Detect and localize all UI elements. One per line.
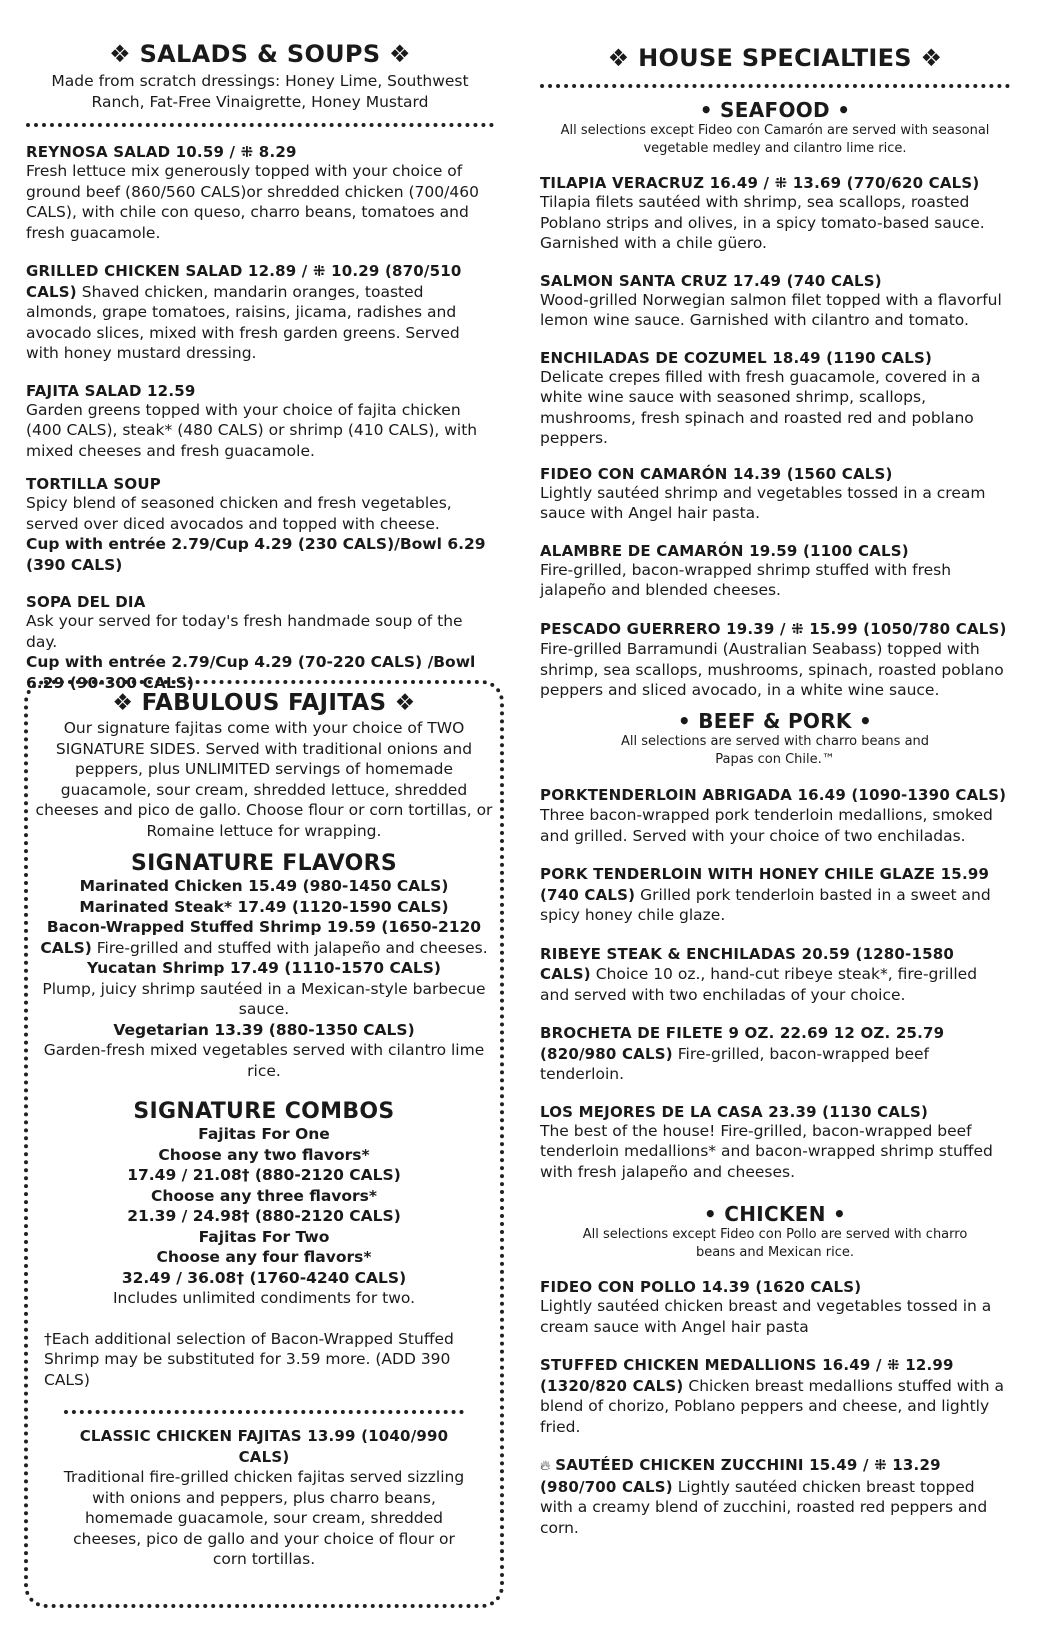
- item-desc: Fire-grilled Barramundi (Australian Seabass) topped with shrimp, sea scallops, mushrooms, spinach, roasted poblano peppers and sliced avocado, in a white wine sauce.: [540, 640, 1004, 699]
- item-name: REYNOSA SALAD 10.59 / ⁜ 8.29: [26, 143, 297, 161]
- item-name: PESCADO GUERRERO 19.39 / ⁜ 15.99 (1050/780 CALS): [540, 619, 1007, 638]
- menu-item: [26, 261, 494, 364]
- left-column: [26, 0, 494, 693]
- item-name: STUFFED CHICKEN MEDALLIONS 16.49 / ⁜ 12.99 (1320/820 CALS): [540, 1356, 954, 1395]
- menu-item: [540, 349, 1010, 449]
- flavor-name: Vegetarian 13.39 (880-1350 CALS): [113, 1020, 415, 1039]
- menu-item: [540, 944, 1010, 1006]
- item-name: SAUTÉED CHICKEN ZUCCHINI 15.49 / ⁜ 13.29 (980/700 CALS): [540, 1456, 941, 1496]
- item-desc: Tilapia filets sautéed with shrimp, sea scallops, roasted Poblano strips and olives, in a spicy tomato-based sauce. Garnished with a chile güero.: [540, 193, 985, 252]
- beef-note: All selections are served with charro beans and Papas con Chile.™: [620, 733, 930, 767]
- chicken-note: All selections except Fideo con Pollo are served with charro beans and Mexican rice.: [582, 1227, 968, 1260]
- flavor-desc: Garden-fresh mixed vegetables served with cilantro lime rice.: [43, 1041, 485, 1080]
- combo-line: Choose any two flavors*: [158, 1145, 370, 1164]
- item-desc: Lightly sautéed shrimp and vegetables tossed in a cream sauce with Angel hair pasta.: [540, 483, 986, 522]
- divider: [540, 84, 1010, 88]
- menu-item: [26, 593, 494, 693]
- item-name: CLASSIC CHICKEN FAJITAS 13.99 (1040/990 CALS): [79, 1427, 449, 1466]
- menu-item: [540, 785, 1010, 847]
- flavor-item: [34, 1020, 494, 1082]
- flavor-item: [34, 958, 494, 1020]
- combo-line: Fajitas For Two: [198, 1227, 330, 1246]
- flavor-item: [34, 917, 494, 958]
- menu-item: [540, 465, 1010, 524]
- item-name: GRILLED CHICKEN SALAD 12.89 / ⁜ 10.29 (870/510 CALS): [26, 262, 462, 301]
- combos-title: SIGNATURE COMBOS: [133, 1099, 395, 1124]
- flavor-name: Bacon-Wrapped Stuffed Shrimp 19.59 (1650-2120 CALS): [40, 918, 482, 957]
- item-name: SOPA DEL DIA: [26, 593, 146, 611]
- item-name: FIDEO CON POLLO 14.39 (1620 CALS): [540, 1278, 862, 1296]
- item-name: TORTILLA SOUP: [26, 475, 161, 493]
- menu-item: [540, 1103, 1010, 1183]
- menu-item: [540, 619, 1010, 701]
- flame-icon: 🔥︎: [540, 1458, 551, 1474]
- combo-line: Includes unlimited condiments for two.: [112, 1289, 416, 1307]
- item-desc: Fire-grilled, bacon-wrapped beef tenderloin.: [540, 1044, 930, 1083]
- divider: [26, 123, 494, 127]
- menu-item: [540, 542, 1010, 601]
- menu-item: [540, 272, 1010, 331]
- specialties-title: ❖ HOUSE SPECIALTIES ❖: [607, 44, 943, 72]
- item-name: ALAMBRE DE CAMARÓN 19.59 (1100 CALS): [540, 541, 909, 560]
- flavor-item: [34, 897, 494, 918]
- right-column: [540, 0, 1010, 1538]
- combo-line: 32.49 / 36.08† (1760-4240 CALS): [121, 1268, 407, 1287]
- menu-item: [540, 1278, 1010, 1337]
- item-desc: Fire-grilled, bacon-wrapped shrimp stuffed with fresh jalapeño and blended cheeses.: [540, 560, 952, 599]
- seafood-note: All selections except Fideo con Camarón are served with seasonal vegetable medley and cilantro lime rice.: [560, 123, 990, 156]
- seafood-title: • SEAFOOD •: [699, 98, 851, 122]
- flavor-name: Yucatan Shrimp 17.49 (1110-1570 CALS): [87, 959, 441, 977]
- menu-item: [540, 864, 1010, 926]
- item-desc: The best of the house! Fire-grilled, bacon-wrapped beef tenderloin medallions* and bacon-wrapped shrimp stuffed with fresh jalapeño and cheeses.: [540, 1121, 993, 1181]
- flavor-name: Marinated Steak* 17.49 (1120-1590 CALS): [79, 897, 449, 916]
- item-desc: Fresh lettuce mix generously topped with your choice of ground beef (860/560 CALS)or shredded chicken (700/460 CALS), with chile con queso, charro beans, tomatoes and fresh guacamole.: [26, 162, 479, 242]
- salads-intro: Made from scratch dressings: Honey Lime, Southwest Ranch, Fat-Free Vinaigrette, Honey Mustard: [51, 72, 469, 111]
- item-price: Cup with entrée 2.79/Cup 4.29 (70-220 CALS) /Bowl 6.29 (90-300 CALS): [26, 653, 476, 692]
- menu-item: [540, 1455, 1010, 1538]
- fajitas-intro: Our signature fajitas come with your choice of TWO SIGNATURE SIDES. Served with traditional onions and peppers, plus UNLIMITED servings of homemade guacamole, sour cream, shredded lettuce, shredded cheeses and pico de gallo. Choose flour or corn tortillas, or Romaine lettuce for wrapping.: [35, 719, 493, 840]
- menu-item: [26, 475, 494, 575]
- item-name: PORKTENDERLOIN ABRIGADA 16.49 (1090-1390 CALS): [540, 785, 1007, 804]
- flavors-title: SIGNATURE FLAVORS: [130, 851, 398, 876]
- divider: [64, 1410, 464, 1414]
- item-name: TILAPIA VERACRUZ 16.49 / ⁜ 13.69 (770/620 CALS): [540, 174, 980, 192]
- flavor-item: [34, 876, 494, 897]
- combo-line: Choose any four flavors*: [156, 1248, 372, 1266]
- item-desc: Grilled pork tenderloin basted in a sweet and spicy honey chile glaze.: [540, 885, 991, 924]
- fajitas-section: [34, 690, 494, 1570]
- combo-line: Choose any three flavors*: [150, 1186, 378, 1205]
- item-name: FAJITA SALAD 12.59: [26, 381, 196, 400]
- flavor-desc: Fire-grilled and stuffed with jalapeño and cheeses.: [91, 938, 488, 957]
- item-desc: Chicken breast medallions stuffed with a blend of chorizo, Poblano peppers and cheese, and lightly fried.: [540, 1376, 1005, 1436]
- chicken-title: • CHICKEN •: [703, 1202, 847, 1226]
- menu-item: [26, 382, 494, 462]
- classic-fajitas: [54, 1426, 474, 1570]
- flavor-desc: Plump, juicy shrimp sautéed in a Mexican-style barbecue sauce.: [42, 979, 486, 1018]
- item-price: Cup with entrée 2.79/Cup 4.29 (230 CALS)/Bowl 6.29 (390 CALS): [26, 535, 486, 574]
- item-desc: Lightly sautéed chicken breast and vegetables tossed in a cream sauce with Angel hair pasta: [540, 1297, 992, 1336]
- item-desc: Three bacon-wrapped pork tenderloin medallions, smoked and grilled. Served with your choice of two enchiladas.: [540, 806, 993, 845]
- item-name: ENCHILADAS DE COZUMEL 18.49 (1190 CALS): [540, 348, 933, 367]
- item-name: BROCHETA DE FILETE 9 OZ. 22.69 12 OZ. 25.79 (820/980 CALS): [540, 1024, 945, 1063]
- item-desc: Spicy blend of seasoned chicken and fresh vegetables, served over diced avocados and topped with cheese.: [26, 494, 452, 533]
- menu-item: [540, 1023, 1010, 1085]
- beef-title: • BEEF & PORK •: [677, 708, 873, 733]
- combo-line: 17.49 / 21.08† (880-2120 CALS): [127, 1166, 401, 1184]
- salads-title: ❖ SALADS & SOUPS ❖: [109, 40, 411, 68]
- item-desc: Wood-grilled Norwegian salmon filet topped with a flavorful lemon wine sauce. Garnished with cilantro and tomato.: [540, 290, 1002, 329]
- item-name: PORK TENDERLOIN WITH HONEY CHILE GLAZE 15.99 (740 CALS): [540, 865, 990, 904]
- item-desc: Shaved chicken, mandarin oranges, toasted almonds, grape tomatoes, raisins, jicama, radishes and avocado slices, mixed with fresh garden greens. Served with honey mustard dressing.: [26, 282, 460, 362]
- footnote: †Each additional selection of Bacon-Wrapped Stuffed Shrimp may be substituted for 3.59 more. (ADD 390 CALS): [44, 1329, 454, 1389]
- item-desc: Ask your served for today's fresh handmade soup of the day.: [26, 612, 463, 651]
- menu-item: [26, 143, 494, 243]
- item-desc: Traditional fire-grilled chicken fajitas served sizzling with onions and peppers, plus charro beans, homemade guacamole, sour cream, shredded cheeses, pico de gallo and your choice of flour or corn tortillas.: [63, 1468, 465, 1568]
- item-desc: Garden greens topped with your choice of fajita chicken (400 CALS), steak* (480 CALS) or shrimp (410 CALS), with mixed cheeses and fresh guacamole.: [26, 400, 478, 460]
- combo-line: 21.39 / 24.98† (880-2120 CALS): [127, 1207, 401, 1225]
- item-desc: Choice 10 oz., hand-cut ribeye steak*, fire-grilled and served with two enchiladas of your choice.: [540, 965, 978, 1004]
- item-desc: Lightly sautéed chicken breast topped with a creamy blend of zucchini, roasted red peppers and corn.: [540, 1477, 988, 1537]
- item-name: LOS MEJORES DE LA CASA 23.39 (1130 CALS): [540, 1102, 929, 1121]
- menu-item: [540, 1355, 1010, 1437]
- item-name: FIDEO CON CAMARÓN 14.39 (1560 CALS): [540, 464, 893, 483]
- item-desc: Delicate crepes filled with fresh guacamole, covered in a white wine sauce with seasoned shrimp, scallops, mushrooms, fresh spinach and roasted red and poblano peppers.: [540, 367, 981, 447]
- flavor-name: Marinated Chicken 15.49 (980-1450 CALS): [79, 877, 449, 895]
- menu-item: [540, 174, 1010, 254]
- combo-line: Fajitas For One: [198, 1125, 330, 1143]
- item-name: RIBEYE STEAK & ENCHILADAS 20.59 (1280-1580 CALS): [540, 944, 955, 983]
- item-name: SALMON SANTA CRUZ 17.49 (740 CALS): [540, 271, 882, 290]
- fajitas-title: ❖ FABULOUS FAJITAS ❖: [112, 690, 416, 716]
